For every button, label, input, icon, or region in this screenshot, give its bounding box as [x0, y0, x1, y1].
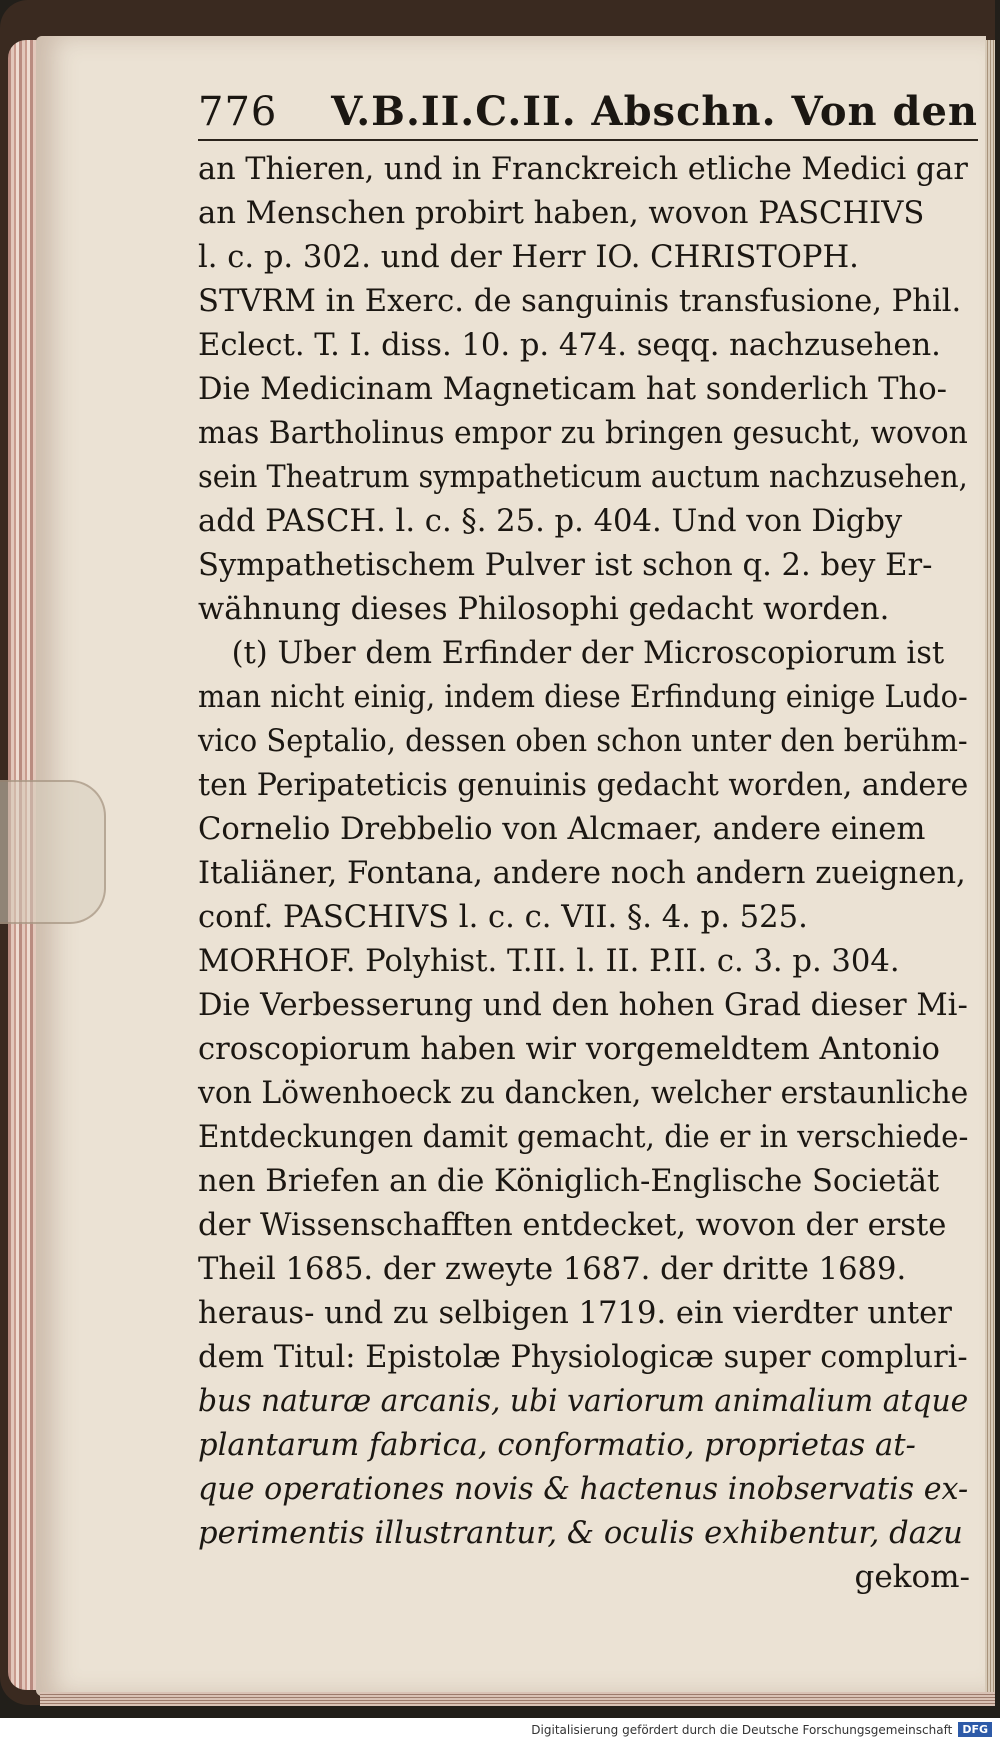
text-line: Eclect. T. I. diss. 10. p. 474. seqq. nachzusehen. — [198, 327, 941, 363]
text-line: an Menschen probirt haben, wovon PASCHIVS — [198, 195, 925, 231]
bottom-page-edges — [40, 1692, 995, 1706]
text-line: croscopiorum haben wir vorgemeldtem Antonio — [198, 1031, 940, 1067]
text-line: (t) Uber dem Erfinder der Microscopiorum ist — [231, 635, 945, 671]
text-line: ten Peripateticis genuinis gedacht worden, andere — [198, 767, 969, 803]
text-line: plantarum fabrica, conformatio, proprietas at- — [198, 1427, 916, 1463]
text-line: man nicht einig, indem diese Erfindung einige Ludo- — [198, 679, 968, 715]
text-line: vico Septalio, dessen oben schon unter den berühm- — [198, 723, 968, 759]
text-line: bus naturæ arcanis, ubi variorum animalium atque — [198, 1383, 969, 1419]
text-line: l. c. p. 302. und der Herr IO. CHRISTOPH. — [198, 239, 859, 275]
dfg-logo: DFG — [958, 1722, 992, 1737]
text-line: Die Verbesserung und den hohen Grad dieser Mi- — [198, 987, 968, 1023]
catchword: gekom- — [854, 1559, 970, 1595]
text-line: von Löwenhoeck zu dancken, welcher erstaunliche — [198, 1075, 969, 1111]
page-text — [198, 88, 978, 1599]
digitization-footer — [0, 1718, 1000, 1741]
footer-credit: Digitalisierung gefördert durch die Deutsche Forschungsgemeinschaft — [531, 1722, 953, 1737]
text-line: dem Titul: Epistolæ Physiologicæ super compluri- — [198, 1339, 968, 1375]
running-header — [198, 88, 978, 141]
text-line: Entdeckungen damit gemacht, die er in verschiede- — [198, 1119, 969, 1155]
page-number: 776 — [198, 89, 278, 135]
text-line: mas Bartholinus empor zu bringen gesucht, wovon — [198, 415, 968, 451]
text-line: Sympathetischem Pulver ist schon q. 2. bey Er- — [198, 547, 933, 583]
text-line: sein Theatrum sympatheticum auctum nachzusehen, — [198, 459, 968, 495]
text-line: Cornelio Drebbelio von Alcmaer, andere einem — [198, 811, 926, 847]
text-line: MORHOF. Polyhist. T.II. l. II. P.II. c. 3. p. 304. — [198, 943, 900, 979]
text-line: nen Briefen an die Königlich-Englische Societät — [198, 1163, 940, 1199]
text-line: STVRM in Exerc. de sanguinis transfusione, Phil. — [198, 283, 962, 319]
page-clip — [0, 780, 106, 924]
running-title: V.B.II.C.II. Abschn. Von den — [331, 88, 978, 135]
text-line: Theil 1685. der zweyte 1687. der dritte 1689. — [198, 1251, 907, 1287]
text-line: Die Medicinam Magneticam hat sonderlich Tho- — [198, 371, 948, 407]
text-line: que operationes novis & hactenus inobservatis ex- — [198, 1471, 969, 1507]
body-text — [198, 147, 978, 1555]
text-line: an Thieren, und in Franckreich etliche Medici gar — [198, 151, 968, 187]
text-line: conf. PASCHIVS l. c. c. VII. §. 4. p. 525. — [198, 899, 808, 935]
text-line: Italiäner, Fontana, andere noch andern zueignen, — [198, 855, 966, 891]
text-line: wähnung dieses Philosophi gedacht worden. — [198, 591, 890, 627]
text-line: add PASCH. l. c. §. 25. p. 404. Und von Digby — [198, 503, 903, 539]
text-line: heraus- und zu selbigen 1719. ein vierdter unter — [198, 1295, 952, 1331]
text-line: perimentis illustrantur, & oculis exhibentur, dazu — [198, 1515, 963, 1551]
text-line: der Wissenschafften entdecket, wovon der erste — [198, 1207, 947, 1243]
right-page-edges — [985, 40, 995, 1700]
